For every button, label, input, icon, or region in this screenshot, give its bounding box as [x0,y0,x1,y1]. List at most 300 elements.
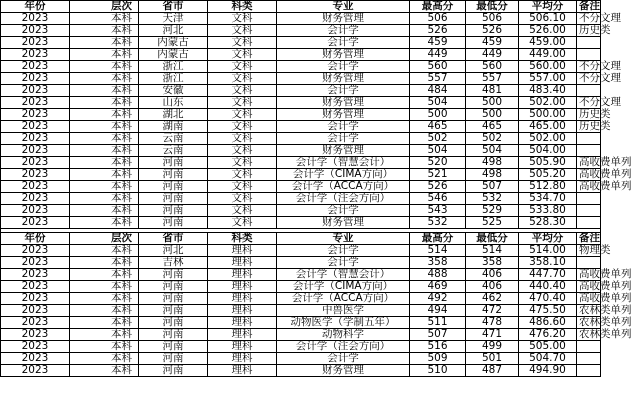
cell-4: 文科 [208,145,277,157]
cell-7: 472 [466,305,519,317]
cell-6: 557 [410,73,466,85]
cell-5: 动物医学（学制五年） [277,317,410,329]
cell-5: 会计学（ACCA方向） [277,181,410,193]
header-cell-3: 省市 [139,1,208,13]
cell-1: 2023 [1,145,70,157]
table-row [1,245,601,257]
cell-9: 农林类单列 [577,329,601,341]
cell-3: 湖北 [139,109,208,121]
cell-2: 本科 [70,37,139,49]
cell-9 [577,341,601,353]
cell-2: 本科 [70,157,139,169]
cell-9 [577,133,601,145]
cell-7: 471 [466,329,519,341]
cell-6: 526 [410,181,466,193]
cell-6: 507 [410,329,466,341]
header-cell-5: 专业 [277,1,410,13]
cell-9: 高收费单列 [577,281,601,293]
cell-4: 文科 [208,85,277,97]
cell-4: 文科 [208,157,277,169]
cell-7: 507 [466,181,519,193]
cell-1: 2023 [1,133,70,145]
cell-3: 河南 [139,181,208,193]
cell-3: 河南 [139,281,208,293]
cell-9: 高收费单列 [577,169,601,181]
cell-7: 478 [466,317,519,329]
cell-8: 502.00 [519,97,577,109]
table-row [1,293,601,305]
cell-7: 498 [466,157,519,169]
cell-5: 会计学 [277,85,410,97]
table-row [1,169,601,181]
cell-2: 本科 [70,133,139,145]
cell-6: 521 [410,169,466,181]
cell-4: 理科 [208,257,277,269]
cell-6: 511 [410,317,466,329]
cell-9 [577,217,601,229]
cell-7: 500 [466,109,519,121]
cell-1: 2023 [1,193,70,205]
cell-9: 高收费单列 [577,293,601,305]
cell-1: 2023 [1,85,70,97]
cell-4: 理科 [208,329,277,341]
cell-4: 文科 [208,97,277,109]
cell-1: 2023 [1,245,70,257]
table-row [1,205,601,217]
cell-7: 499 [466,341,519,353]
header-cell-9: 备注 [577,233,601,245]
cell-2: 本科 [70,257,139,269]
table-row [1,13,601,25]
cell-2: 本科 [70,269,139,281]
cell-7: 498 [466,169,519,181]
cell-2: 本科 [70,169,139,181]
cell-8: 514.00 [519,245,577,257]
header-cell-5: 专业 [277,233,410,245]
cell-3: 安徽 [139,85,208,97]
cell-2: 本科 [70,305,139,317]
table-row [1,269,601,281]
table-row [1,25,601,37]
cell-1: 2023 [1,257,70,269]
cell-8: 465.00 [519,121,577,133]
cell-1: 2023 [1,365,70,377]
cell-7: 462 [466,293,519,305]
cell-4: 文科 [208,61,277,73]
cell-6: 449 [410,49,466,61]
table-row [1,97,601,109]
cell-9: 高收费单列 [577,157,601,169]
cell-7: 449 [466,49,519,61]
cell-8: 560.00 [519,61,577,73]
cell-6: 484 [410,85,466,97]
table-row [1,341,601,353]
cell-2: 本科 [70,109,139,121]
cell-9: 高收费单列 [577,181,601,193]
cell-8: 528.30 [519,217,577,229]
header-cell-3: 省市 [139,233,208,245]
cell-8: 506.10 [519,13,577,25]
cell-5: 会计学 [277,353,410,365]
cell-3: 河南 [139,157,208,169]
cell-6: 514 [410,245,466,257]
cell-2: 本科 [70,353,139,365]
cell-7: 481 [466,85,519,97]
cell-7: 501 [466,353,519,365]
cell-6: 543 [410,205,466,217]
cell-9 [577,145,601,157]
cell-2: 本科 [70,193,139,205]
cell-8: 504.00 [519,145,577,157]
cell-8: 358.10 [519,257,577,269]
cell-5: 会计学 [277,121,410,133]
cell-4: 理科 [208,245,277,257]
cell-9 [577,257,601,269]
cell-8: 447.70 [519,269,577,281]
cell-9 [577,205,601,217]
cell-1: 2023 [1,97,70,109]
cell-3: 河南 [139,317,208,329]
cell-4: 文科 [208,205,277,217]
table-row [1,157,601,169]
cell-1: 2023 [1,353,70,365]
cell-3: 河南 [139,217,208,229]
cell-7: 557 [466,73,519,85]
cell-3: 河北 [139,245,208,257]
cell-6: 546 [410,193,466,205]
cell-3: 河南 [139,269,208,281]
cell-2: 本科 [70,61,139,73]
cell-3: 天津 [139,13,208,25]
cell-8: 505.00 [519,341,577,353]
cell-5: 财务管理 [277,365,410,377]
cell-7: 532 [466,193,519,205]
header-cell-2: 层次 [70,233,139,245]
cell-2: 本科 [70,341,139,353]
cell-2: 本科 [70,121,139,133]
cell-4: 文科 [208,181,277,193]
cell-8: 483.40 [519,85,577,97]
cell-5: 会计学（注会方向） [277,341,410,353]
cell-9 [577,85,601,97]
cell-3: 河南 [139,205,208,217]
cell-8: 534.70 [519,193,577,205]
cell-6: 504 [410,97,466,109]
cell-7: 459 [466,37,519,49]
cell-1: 2023 [1,121,70,133]
cell-8: 500.00 [519,109,577,121]
cell-2: 本科 [70,25,139,37]
cell-3: 内蒙古 [139,49,208,61]
cell-1: 2023 [1,217,70,229]
cell-6: 504 [410,145,466,157]
header-cell-7: 最低分 [466,233,519,245]
cell-2: 本科 [70,365,139,377]
cell-3: 河南 [139,329,208,341]
cell-3: 云南 [139,133,208,145]
header-cell-8: 平均分 [519,1,577,13]
cell-1: 2023 [1,305,70,317]
table-row [1,181,601,193]
cell-5: 会计学（ACCA方向） [277,293,410,305]
cell-4: 文科 [208,25,277,37]
cell-9: 历史类 [577,109,601,121]
cell-2: 本科 [70,85,139,97]
cell-1: 2023 [1,73,70,85]
cell-8: 486.60 [519,317,577,329]
cell-4: 文科 [208,169,277,181]
cell-9 [577,37,601,49]
cell-4: 文科 [208,73,277,85]
cell-5: 会计学（注会方向） [277,193,410,205]
cell-8: 470.40 [519,293,577,305]
cell-6: 358 [410,257,466,269]
table-row [1,281,601,293]
cell-6: 465 [410,121,466,133]
table-row [1,193,601,205]
cell-2: 本科 [70,49,139,61]
cell-6: 502 [410,133,466,145]
cell-7: 560 [466,61,519,73]
table-header-row [1,1,601,13]
cell-7: 487 [466,365,519,377]
cell-3: 河南 [139,305,208,317]
cell-1: 2023 [1,341,70,353]
table-row [1,317,601,329]
cell-7: 525 [466,217,519,229]
table-row [1,353,601,365]
cell-9: 农林类单列 [577,305,601,317]
cell-7: 500 [466,97,519,109]
cell-2: 本科 [70,73,139,85]
cell-3: 河南 [139,193,208,205]
cell-3: 山东 [139,97,208,109]
cell-7: 358 [466,257,519,269]
cell-8: 449.00 [519,49,577,61]
header-cell-2: 层次 [70,1,139,13]
cell-9: 不分文理 [577,61,601,73]
cell-3: 河南 [139,353,208,365]
cell-1: 2023 [1,293,70,305]
cell-5: 会计学 [277,25,410,37]
cell-5: 动物科学 [277,329,410,341]
table-row [1,49,601,61]
cell-3: 河南 [139,293,208,305]
header-cell-8: 平均分 [519,233,577,245]
cell-6: 494 [410,305,466,317]
table-header-row [1,233,601,245]
cell-8: 505.20 [519,169,577,181]
cell-5: 财务管理 [277,109,410,121]
cell-8: 494.90 [519,365,577,377]
cell-6: 532 [410,217,466,229]
cell-4: 文科 [208,193,277,205]
cell-3: 吉林 [139,257,208,269]
cell-2: 本科 [70,97,139,109]
cell-5: 会计学（智慧会计） [277,157,410,169]
cell-6: 492 [410,293,466,305]
cell-5: 会计学（智慧会计） [277,269,410,281]
table-row [1,145,601,157]
cell-4: 文科 [208,13,277,25]
cell-9: 不分文理 [577,97,601,109]
cell-4: 文科 [208,133,277,145]
cell-6: 516 [410,341,466,353]
cell-9: 物理类 [577,245,601,257]
cell-3: 浙江 [139,73,208,85]
cell-8: 512.80 [519,181,577,193]
cell-9 [577,353,601,365]
table-row [1,329,601,341]
table-row [1,37,601,49]
cell-5: 会计学 [277,205,410,217]
cell-7: 406 [466,269,519,281]
cell-2: 本科 [70,205,139,217]
cell-9: 高收费单列 [577,269,601,281]
cell-3: 浙江 [139,61,208,73]
cell-8: 533.80 [519,205,577,217]
cell-2: 本科 [70,217,139,229]
cell-1: 2023 [1,317,70,329]
cell-2: 本科 [70,145,139,157]
cell-9: 历史类 [577,25,601,37]
cell-6: 509 [410,353,466,365]
cell-2: 本科 [70,293,139,305]
header-cell-6: 最高分 [410,1,466,13]
cell-7: 526 [466,25,519,37]
table-row [1,305,601,317]
cell-6: 560 [410,61,466,73]
cell-4: 理科 [208,317,277,329]
cell-4: 理科 [208,269,277,281]
cell-1: 2023 [1,25,70,37]
cell-3: 云南 [139,145,208,157]
cell-1: 2023 [1,169,70,181]
cell-4: 文科 [208,109,277,121]
cell-5: 会计学 [277,257,410,269]
cell-9: 不分文理 [577,13,601,25]
cell-3: 河南 [139,169,208,181]
cell-5: 中兽医学 [277,305,410,317]
cell-5: 会计学（CIMA方向） [277,169,410,181]
cell-9: 不分文理 [577,73,601,85]
table-row [1,61,601,73]
cell-4: 理科 [208,305,277,317]
cell-4: 理科 [208,353,277,365]
cell-4: 理科 [208,281,277,293]
cell-7: 504 [466,145,519,157]
cell-4: 理科 [208,341,277,353]
cell-5: 财务管理 [277,73,410,85]
cell-1: 2023 [1,61,70,73]
cell-8: 475.50 [519,305,577,317]
cell-1: 2023 [1,181,70,193]
cell-6: 488 [410,269,466,281]
cell-3: 内蒙古 [139,37,208,49]
cell-3: 湖南 [139,121,208,133]
cell-3: 河北 [139,25,208,37]
header-cell-4: 科类 [208,1,277,13]
cell-5: 会计学 [277,245,410,257]
cell-5: 会计学 [277,61,410,73]
cell-7: 502 [466,133,519,145]
cell-8: 502.00 [519,133,577,145]
cell-9 [577,365,601,377]
cell-4: 理科 [208,365,277,377]
cell-9 [577,49,601,61]
cell-6: 520 [410,157,466,169]
cell-1: 2023 [1,329,70,341]
header-cell-6: 最高分 [410,233,466,245]
cell-6: 526 [410,25,466,37]
table-row [1,121,601,133]
cell-2: 本科 [70,281,139,293]
header-cell-7: 最低分 [466,1,519,13]
header-cell-1: 年份 [1,1,70,13]
cell-4: 文科 [208,217,277,229]
cell-1: 2023 [1,109,70,121]
cell-2: 本科 [70,13,139,25]
cell-2: 本科 [70,245,139,257]
cell-7: 406 [466,281,519,293]
cell-6: 506 [410,13,466,25]
cell-9: 农林类单列 [577,317,601,329]
cell-6: 469 [410,281,466,293]
cell-7: 465 [466,121,519,133]
table-row [1,73,601,85]
header-cell-4: 科类 [208,233,277,245]
cell-1: 2023 [1,37,70,49]
cell-5: 财务管理 [277,97,410,109]
table-row [1,365,601,377]
cell-6: 500 [410,109,466,121]
cell-5: 财务管理 [277,217,410,229]
cell-9: 历史类 [577,121,601,133]
cell-8: 440.40 [519,281,577,293]
cell-9 [577,193,601,205]
cell-2: 本科 [70,181,139,193]
cell-4: 文科 [208,49,277,61]
cell-1: 2023 [1,205,70,217]
cell-5: 财务管理 [277,145,410,157]
table-row [1,85,601,97]
cell-1: 2023 [1,157,70,169]
cell-7: 529 [466,205,519,217]
cell-8: 504.70 [519,353,577,365]
table-row [1,217,601,229]
table-row [1,257,601,269]
cell-5: 会计学 [277,133,410,145]
cell-1: 2023 [1,49,70,61]
cell-6: 459 [410,37,466,49]
cell-5: 财务管理 [277,49,410,61]
header-cell-1: 年份 [1,233,70,245]
table-row [1,109,601,121]
cell-1: 2023 [1,13,70,25]
cell-7: 506 [466,13,519,25]
cell-4: 理科 [208,293,277,305]
cell-4: 文科 [208,37,277,49]
cell-8: 476.20 [519,329,577,341]
cell-8: 557.00 [519,73,577,85]
cell-1: 2023 [1,281,70,293]
cell-1: 2023 [1,269,70,281]
cell-8: 505.90 [519,157,577,169]
cell-2: 本科 [70,317,139,329]
table-row [1,133,601,145]
cell-5: 财务管理 [277,13,410,25]
cell-5: 会计学 [277,37,410,49]
